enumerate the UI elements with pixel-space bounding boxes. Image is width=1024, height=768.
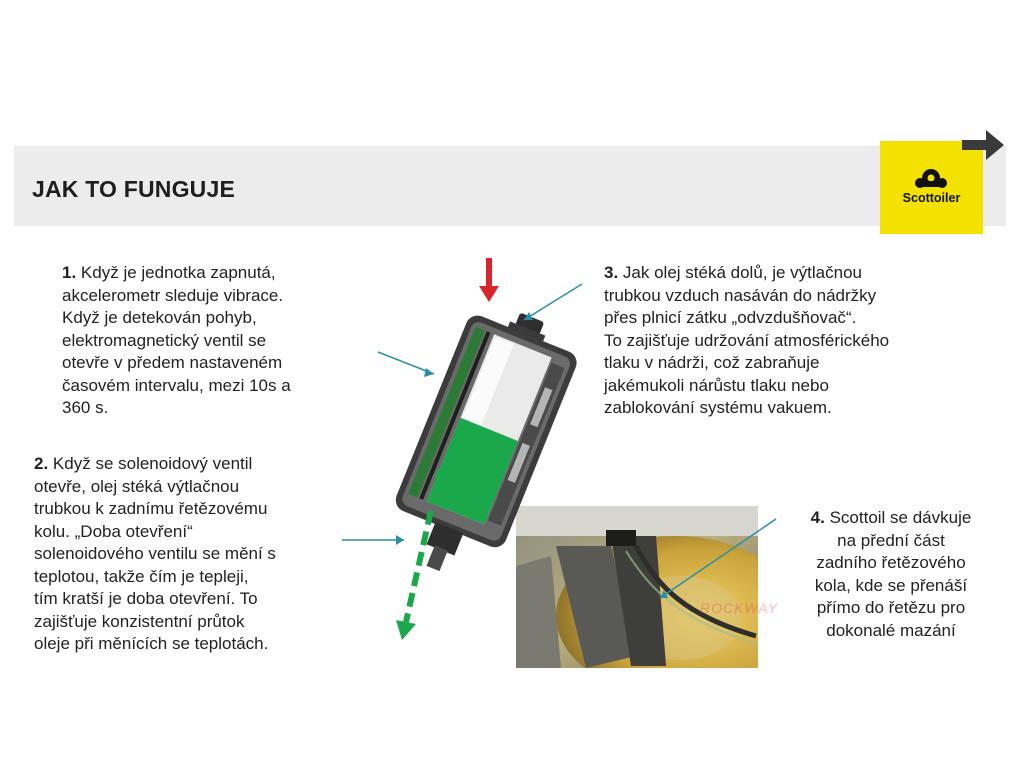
- step-3-text: [604, 262, 984, 420]
- step-1-text: [62, 262, 362, 420]
- step-1-line: Když je detekován pohyb,: [62, 308, 257, 327]
- step-3-number: 3.: [604, 263, 619, 282]
- step-2-line: otevře, olej stéká výtlačnou: [34, 476, 240, 496]
- step-1-line: elektromagnetický ventil se: [62, 330, 267, 350]
- step-2-line: Když se solenoidový ventil: [52, 454, 253, 473]
- step-2-line: zajišťuje konzistentní průtok: [34, 611, 245, 631]
- step-4-number: 4.: [810, 508, 825, 527]
- step-4-line: kola, kde se přenáší: [814, 575, 968, 595]
- logo-text: Scottoiler: [902, 191, 961, 205]
- step-3-line: zablokování systému vakuem.: [604, 398, 832, 417]
- step-1-line: časovém intervalu, mezi 10s a: [62, 375, 291, 395]
- step-2-line: trubkou k zadnímu řetězovému: [34, 499, 268, 518]
- step-3-line: přes plnicí zátku „odvzdušňovač“.: [604, 308, 857, 327]
- air-intake-arrow-icon: [479, 258, 499, 302]
- step-3-line: jakémukoli nárůstu tlaku nebo: [604, 375, 829, 395]
- step-4-line: Scottoil se dávkuje: [829, 508, 972, 527]
- step-2-line: kolu. „Doba otevření“: [34, 521, 193, 541]
- oil-flow-arrow-icon: [396, 470, 440, 640]
- arrow-right-icon[interactable]: [962, 130, 1004, 160]
- step-3-line: Jak olej stéká dolů, je výtlačnou: [622, 263, 863, 282]
- sprocket-photo: [516, 506, 758, 668]
- step-3-line: To zajišťuje udržování atmosférického: [604, 330, 890, 350]
- step-3-line: tlaku v nádrži, což zabraňuje: [604, 353, 820, 372]
- step-1-line: akcelerometr sleduje vibrace.: [62, 285, 284, 305]
- step-4-line: přímo do řetězu pro: [816, 598, 966, 617]
- step-1-number: 1.: [62, 263, 77, 282]
- step-1-line: 360 s.: [62, 398, 109, 417]
- step-4-text: [786, 507, 996, 642]
- step-4-line: na přední část: [837, 530, 945, 550]
- step-3-line: trubkou vzduch nasáván do nádržky: [604, 285, 877, 305]
- watermark: ROCKWAY: [700, 600, 779, 616]
- step-4-line: zadního řetězového: [816, 553, 966, 572]
- step-2-number: 2.: [34, 454, 49, 473]
- step-2-line: oleje při měnících se teplotách.: [34, 634, 269, 653]
- step-2-line: tím kratší je doba otevření. To: [34, 589, 258, 608]
- step-2-text: [34, 453, 354, 656]
- step-1-line: Když je jednotka zapnutá,: [80, 263, 276, 282]
- step-4-line: dokonalé mazání: [826, 620, 956, 640]
- step-2-line: teplotou, takže čím je tepleji,: [34, 566, 249, 586]
- page-title: JAK TO FUNGUJE: [32, 176, 236, 202]
- step-2-line: solenoidového ventilu se mění s: [34, 544, 276, 563]
- step-1-line: otevře v předem nastaveném: [62, 353, 283, 372]
